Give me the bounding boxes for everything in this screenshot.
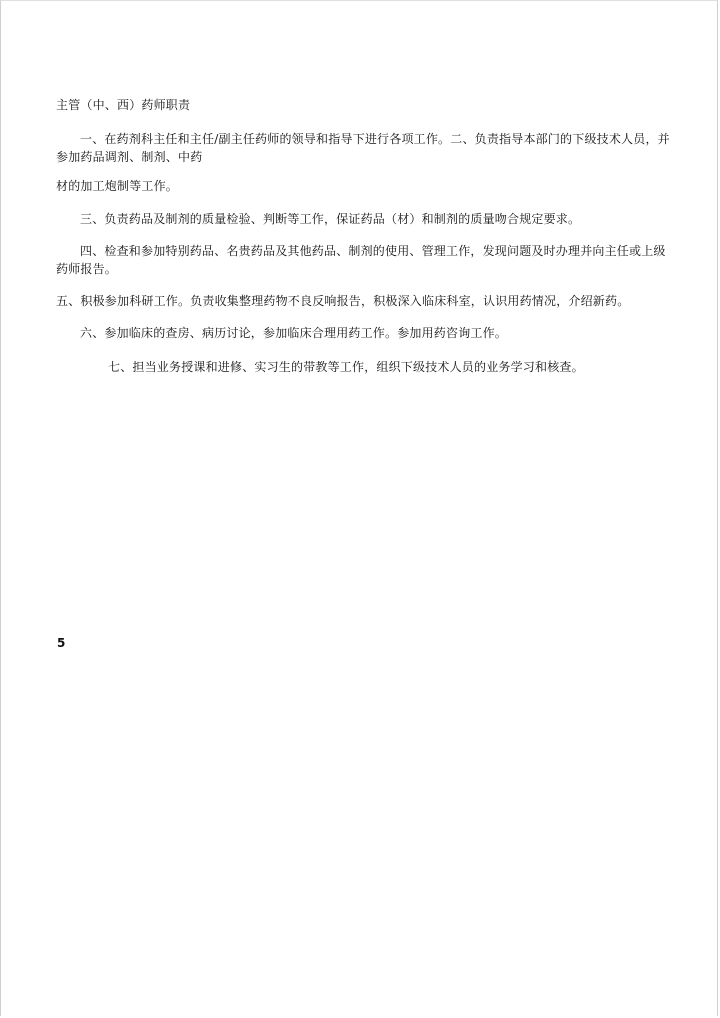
duty-1-line-1: 一、在药剂科主任和主任/副主任药师的领导和指导下进行各项工作。二、负责指导本部门的下级技术人员，并 bbox=[80, 132, 670, 146]
duty-4-line-2: 药师报告。 bbox=[56, 262, 118, 276]
duty-1-line-3: 材的加工炮制等工作。 bbox=[56, 179, 179, 193]
duty-6-paragraph: 六、参加临床的查房、病历讨论，参加临床合理用药工作。参加用药咨询工作。 bbox=[80, 326, 508, 340]
page-number: 5 bbox=[57, 636, 66, 650]
duty-3-paragraph: 三、负责药品及制剂的质量检验、判断等工作，保证药品（材）和制剂的质量吻合规定要求。 bbox=[80, 212, 581, 226]
duty-1-line-2: 参加药品调剂、制剂、中药 bbox=[56, 150, 203, 164]
duty-7-paragraph: 七、担当业务授课和进修、实习生的带教等工作，组织下级技术人员的业务学习和核查。 bbox=[108, 360, 584, 374]
duty-5-paragraph: 五、积极参加科研工作。负责收集整理药物不良反响报告，积极深入临床科室，认识用药情况，介绍新药。 bbox=[56, 294, 630, 308]
duty-4-line-1: 四、检查和参加特别药品、名贵药品及其他药品、制剂的使用、管理工作，发现问题及时办理并向主任或上级 bbox=[80, 244, 666, 258]
document-title: 主管（中、西）药师职责 bbox=[56, 98, 191, 112]
